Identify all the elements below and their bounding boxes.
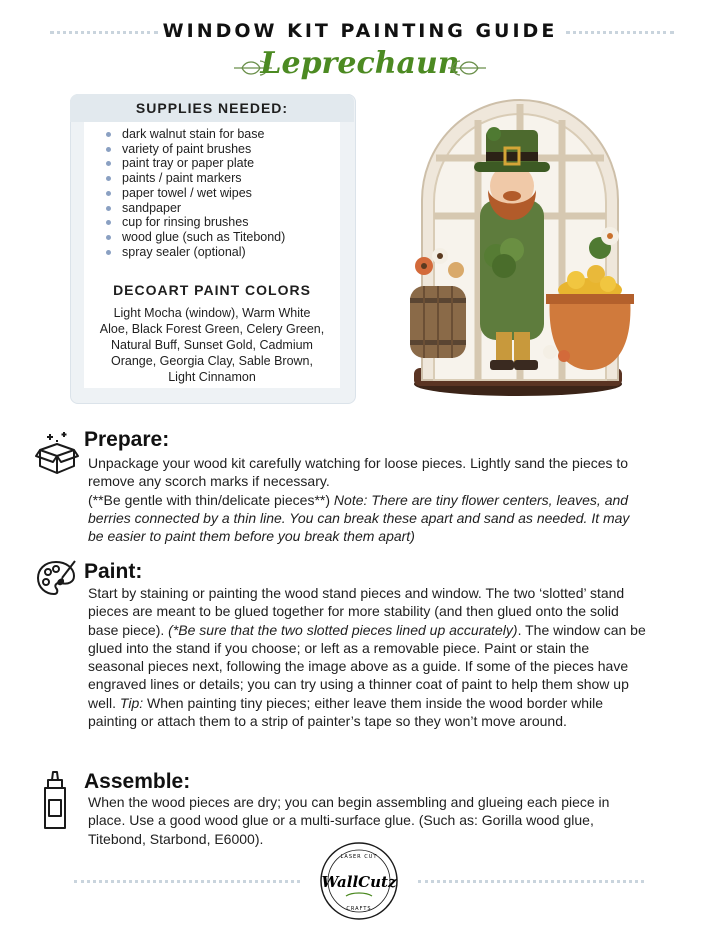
list-item: wood glue (such as Titebond) xyxy=(104,230,285,245)
logo-name: WallCutz xyxy=(321,873,397,891)
paint-palette-icon xyxy=(34,556,78,600)
prepare-note: Note: There are tiny flower centers, leaves, and berries connected by a thin line. You can break these apart and sand as needed. It may be easier to paint them before you break them apart) xyxy=(88,491,630,545)
paint-colors-line: Orange, Georgia Clay, Sable Brown, xyxy=(111,354,313,368)
list-item: spray sealer (optional) xyxy=(104,245,285,260)
assemble-text: When the wood pieces are dry; you can begin assembling and glueing each piece in place. Use a good wood glue or a multi-surface glue. (Such as: Gorilla wood glue, Titebond, Starbond, E6000). xyxy=(88,794,610,847)
wallcutz-logo xyxy=(318,840,400,922)
page-subtitle: Leprechaun xyxy=(260,46,460,81)
paint-paragraph xyxy=(88,584,648,730)
supplies-list xyxy=(104,127,285,259)
logo-bottom-text: CRAFTS xyxy=(346,906,372,912)
bottom-right-dotted-rule xyxy=(418,880,644,883)
list-item: sandpaper xyxy=(104,201,285,216)
supplies-heading: SUPPLIES NEEDED: xyxy=(70,94,354,122)
prepare-text: Unpackage your wood kit carefully watching for loose pieces. Lightly sand the pieces to remove any scorch marks if necessary. xyxy=(88,455,629,490)
prepare-heading: Prepare: xyxy=(84,428,170,451)
page-title: WINDOW KIT PAINTING GUIDE xyxy=(162,20,558,42)
paint-italic-note: (*Be sure that the two slotted pieces lined up accurately) xyxy=(168,621,518,638)
paint-colors-line: Light Cinnamon xyxy=(168,370,256,384)
paint-body xyxy=(88,584,648,730)
prepare-note-paragraph xyxy=(88,491,648,546)
bottom-left-dotted-rule xyxy=(74,880,300,883)
leprechaun-window-kit-image xyxy=(400,90,640,405)
list-item: paints / paint markers xyxy=(104,171,285,186)
right-leaf-icon xyxy=(446,58,488,78)
paint-colors-line: Aloe, Black Forest Green, Celery Green, xyxy=(99,322,325,336)
paint-tip-text: When painting tiny pieces; either leave them inside the wood border while painting or attach them to a strip of painter’s tape so they won’t move around. xyxy=(88,694,604,730)
paint-text-continued: . The window can be glued into the stand if you choose; or left as a removable piece. Paint or stain the seasonal pieces next, following the image above as a guide. If some of the pieces have engraved lines or details; you can try using a thinner coat of paint to help them show up well. xyxy=(88,621,646,711)
list-item: paint tray or paper plate xyxy=(104,156,285,171)
list-item: paper towel / wet wipes xyxy=(104,186,285,201)
paint-colors-list xyxy=(84,305,340,385)
prepare-body xyxy=(88,454,648,545)
paint-colors-line: Light Mocha (window), Warm White xyxy=(113,306,311,320)
paint-heading: Paint: xyxy=(84,560,143,583)
list-item: variety of paint brushes xyxy=(104,142,285,157)
paint-colors-heading: DECOART PAINT COLORS xyxy=(113,282,311,298)
list-item: dark walnut stain for base xyxy=(104,127,285,142)
logo-top-text: LASER CUT xyxy=(340,854,378,860)
paint-colors-line: Natural Buff, Sunset Gold, Cadmium xyxy=(111,338,313,352)
assemble-heading: Assemble: xyxy=(84,770,191,793)
list-item: cup for rinsing brushes xyxy=(104,215,285,230)
open-box-icon xyxy=(34,430,80,476)
prepare-caution: (**Be gentle with thin/delicate pieces**) xyxy=(88,491,334,508)
paint-tip-label: Tip: xyxy=(119,694,144,711)
paint-text: Start by staining or painting the wood stand pieces and window. The two ‘slotted’ stand pieces are meant to be glued together for more stability (and then glued onto the solid base piece). xyxy=(88,585,625,638)
glue-bottle-icon xyxy=(38,770,72,832)
